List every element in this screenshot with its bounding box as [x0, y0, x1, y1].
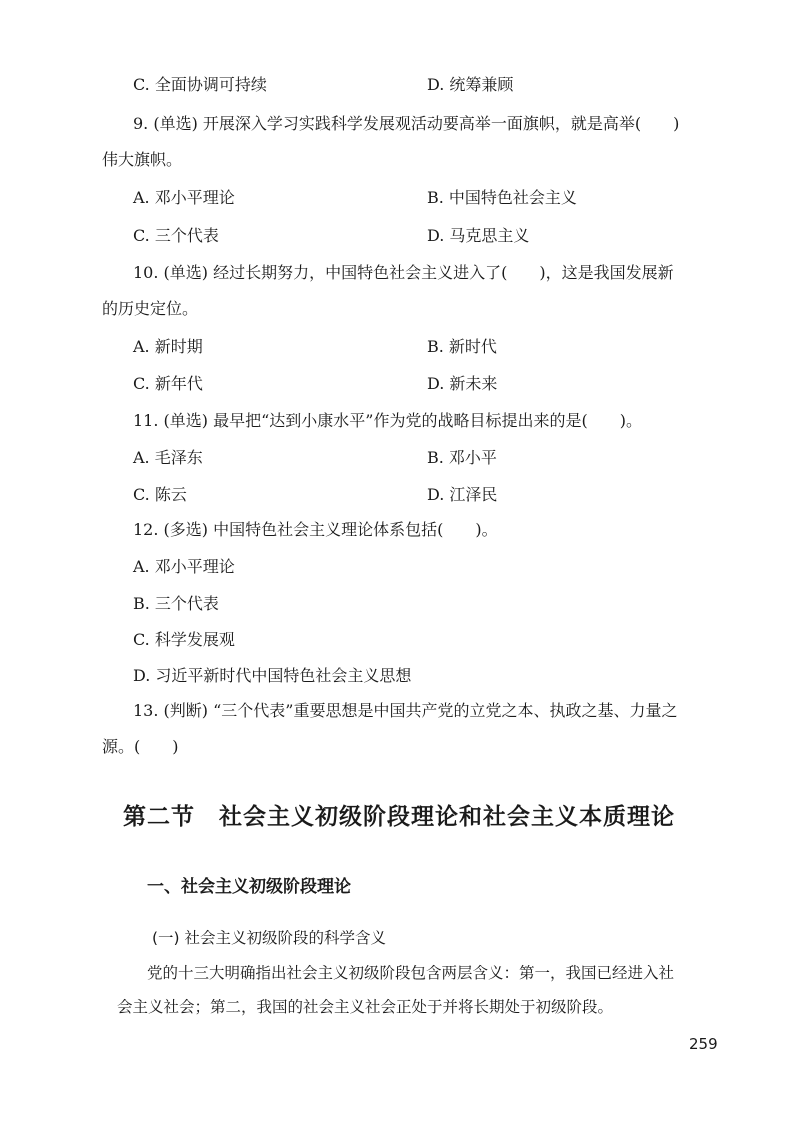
q10-option-b: B. 新时代	[427, 337, 497, 356]
q9-option-d: D. 马克思主义	[427, 226, 530, 245]
q10-option-d: D. 新未来	[427, 374, 498, 393]
q12-option-c: C. 科学发展观	[133, 630, 235, 649]
q11-option-a: A. 毛泽东	[133, 448, 203, 467]
q9-option-b: B. 中国特色社会主义	[427, 188, 577, 207]
prev-option-c: C. 全面协调可持续	[133, 75, 267, 94]
page-number: 259	[689, 1035, 718, 1053]
q12-option-d: D. 习近平新时代中国特色社会主义思想	[133, 666, 412, 685]
question-9: 9. (单选) 开展深入学习实践科学发展观活动要高举一面旗帜，就是高举( )	[133, 114, 680, 133]
question-11: 11. (单选) 最早把“达到小康水平”作为党的战略目标提出来的是( )。	[133, 411, 642, 430]
q12-option-a: A. 邓小平理论	[133, 557, 235, 576]
q11-option-b: B. 邓小平	[427, 448, 497, 467]
question-9-cont: 伟大旗帜。	[102, 150, 183, 169]
q9-option-a: A. 邓小平理论	[133, 188, 235, 207]
question-13: 13. (判断) “三个代表”重要思想是中国共产党的立党之本、执政之基、力量之	[133, 701, 678, 720]
body-paragraph-line-2: 会主义社会；第二，我国的社会主义社会正处于并将长期处于初级阶段。	[117, 998, 614, 1016]
subsection-heading: 一、社会主义初级阶段理论	[147, 877, 351, 897]
q10-option-a: A. 新时期	[133, 337, 203, 356]
body-paragraph-line-1: 党的十三大明确指出社会主义初级阶段包含两层含义：第一，我国已经进入社	[147, 964, 675, 982]
section-title: 第二节 社会主义初级阶段理论和社会主义本质理论	[123, 804, 675, 830]
q12-option-b: B. 三个代表	[133, 594, 219, 613]
question-13-cont: 源。( )	[102, 737, 179, 756]
question-12: 12. (多选) 中国特色社会主义理论体系包括( )。	[133, 520, 498, 539]
prev-option-d: D. 统筹兼顾	[427, 75, 514, 94]
question-10: 10. (单选) 经过长期努力，中国特色社会主义进入了( )，这是我国发展新	[133, 263, 674, 282]
question-10-cont: 的历史定位。	[102, 299, 199, 318]
sub-subsection-heading: (一) 社会主义初级阶段的科学含义	[152, 929, 387, 947]
q11-option-d: D. 江泽民	[427, 485, 498, 504]
q9-option-c: C. 三个代表	[133, 226, 219, 245]
q10-option-c: C. 新年代	[133, 374, 203, 393]
q11-option-c: C. 陈云	[133, 485, 187, 504]
